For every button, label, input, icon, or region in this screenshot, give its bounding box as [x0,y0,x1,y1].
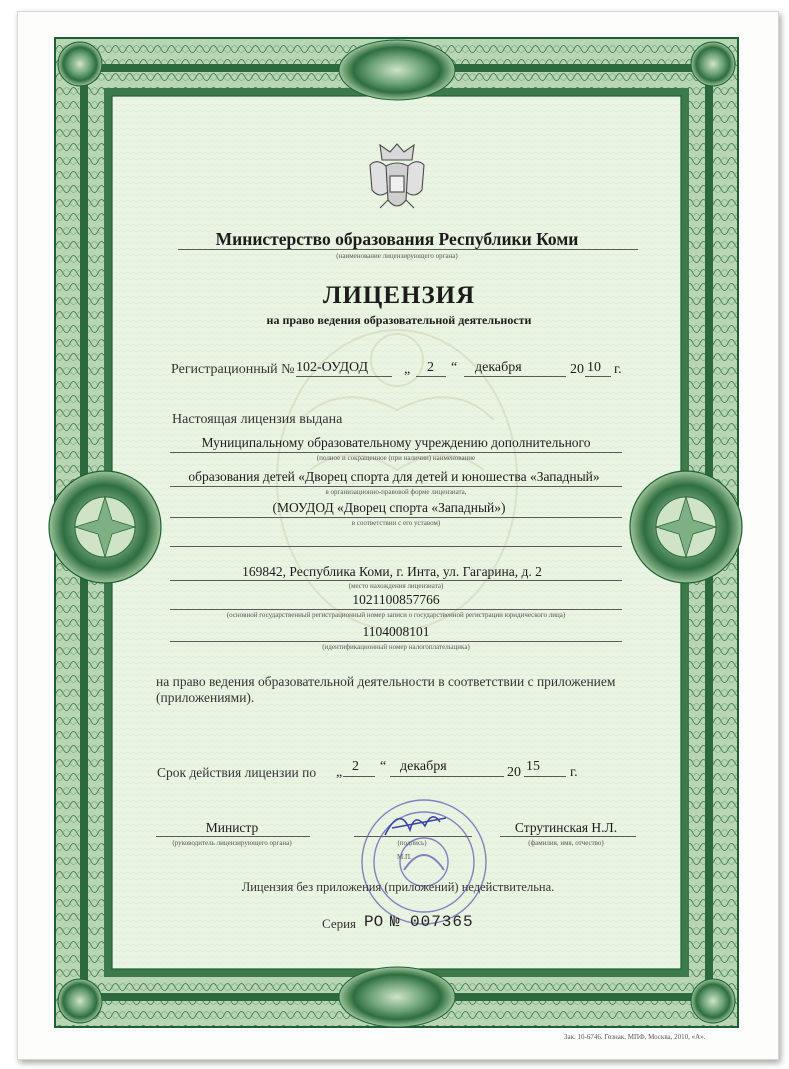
issuer-line [178,249,638,250]
issuer-caption: (наименование лицензирующего органа) [336,252,458,260]
series-label: Серия [322,916,357,931]
signatory-name: Струтинская Н.Л. [514,820,618,835]
registration-day: 2 [427,360,434,375]
licensee-caption-2: в организационно-правовой форме лицензиата, [325,488,467,496]
validity-day: 2 [352,759,359,774]
validity-year-prefix: 20 [507,765,521,780]
registration-year-suffix: 10 [587,360,601,375]
validity-notice: Лицензия без приложения (приложений) недействительна. [241,880,555,894]
name-caption: (фамилия, имя, отчество) [528,839,604,847]
registration-label: Регистрационный № [171,362,295,377]
signature-caption: (подпись) [397,839,427,847]
registration-quote-close: “ [451,360,458,375]
licensee-caption-1: (полное и сокращенное (при наличии) наименование [316,454,476,462]
registration-quote-open: „ [404,362,411,377]
licensee-line-1: Муниципальному образовательному учреждению дополнительного [201,435,591,450]
purpose-line-2: (приложениями). [156,690,255,705]
stamp-place-label: М.П. [397,853,412,861]
license-title: ЛИЦЕНЗИЯ [322,282,476,309]
position-caption: (руководитель лицензирующего органа) [172,839,292,847]
series-number-sign: № [390,913,400,931]
registration-number: 102-ОУДОД [296,360,368,375]
right-rosette [630,471,742,583]
issuer-name: Министерство образования Республики Коми [215,229,579,249]
licensee-line-3: (МОУДОД «Дворец спорта «Западный») [272,500,506,515]
left-rosette [49,471,161,583]
validity-month: декабря [400,759,447,774]
series-number: 007365 [410,913,474,931]
printer-note: Зак. 10-6746. Гознак, МПФ, Москва, 2010, «А». [564,1033,706,1041]
validity-year-suffix: 15 [526,759,540,774]
signatory-position: Министр [205,820,259,835]
license-subtitle: на право ведения образовательной деятельности [266,313,532,327]
validity-year-end: г. [570,765,578,780]
validity-quote-close: “ [380,759,387,774]
registration-year-prefix: 20 [570,362,584,377]
address-caption: (место нахождения лицензиата) [348,582,444,590]
issued-to-label: Настоящая лицензия выдана [172,412,343,427]
validity-label: Срок действия лицензии по [157,765,317,780]
validity-quote-open: „ [336,765,343,780]
licensee-address: 169842, Республика Коми, г. Инта, ул. Гагарина, д. 2 [242,564,542,579]
ogrn-caption: (основной государственный регистрационный номер записи о государственной регистрации юридического лица) [226,611,566,619]
licensee-line-2: образования детей «Дворец спорта для детей и юношества «Западный» [188,469,600,484]
ogrn-value: 1021100857766 [352,592,440,607]
purpose-line-1: на право ведения образовательной деятельности в соответствии с приложением [156,674,616,689]
registration-year-end: г. [614,362,622,377]
inn-caption: (идентификационный номер налогоплательщика) [322,643,470,651]
series-code: РО [364,913,384,931]
inn-value: 1104008101 [362,624,430,639]
registration-month: декабря [475,360,522,375]
licensee-caption-3: в соответствии с его уставом) [351,519,441,527]
